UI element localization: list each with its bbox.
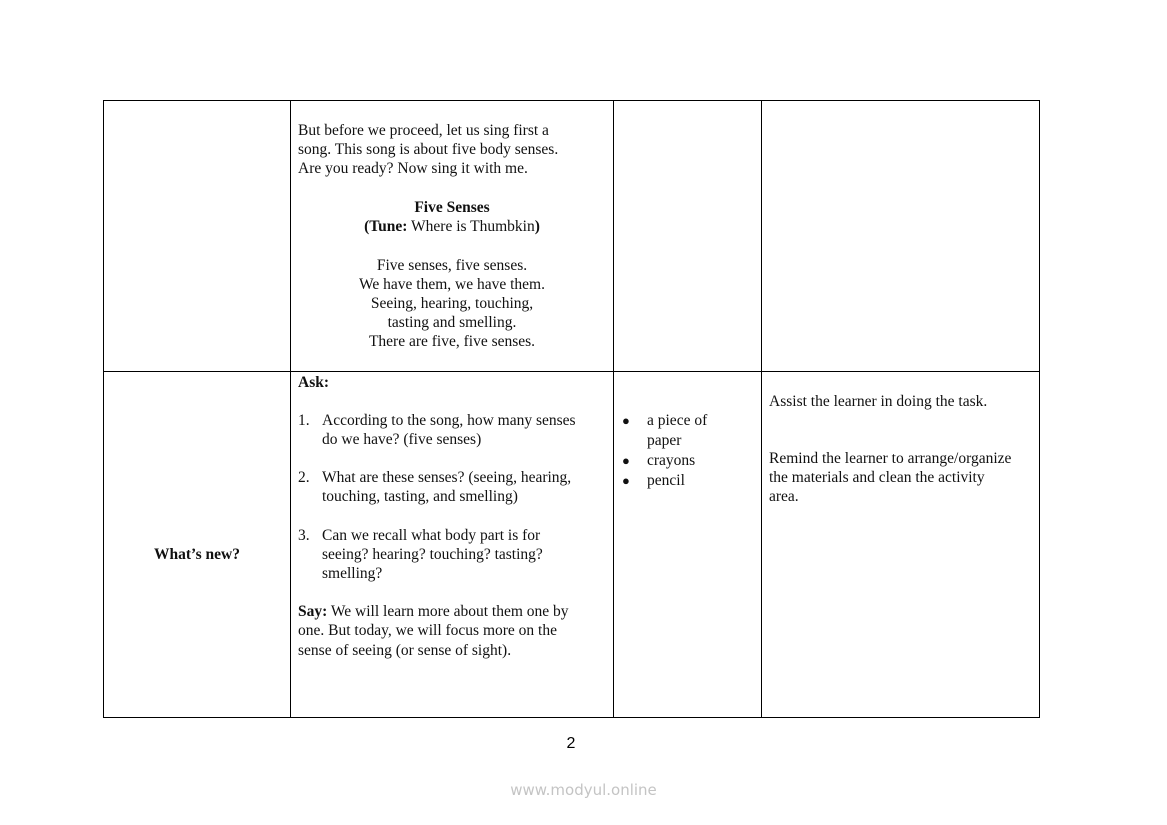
question-line: touching, tasting, and smelling)	[322, 488, 518, 505]
lyric-line: Five senses, five senses.	[376, 257, 528, 274]
row1-col4	[761, 100, 1040, 372]
song-tune	[291, 217, 613, 236]
say-text: We will learn more about them one by	[327, 603, 569, 620]
say-line	[298, 602, 569, 621]
lyric-line: Seeing, hearing, touching,	[370, 295, 534, 312]
bullet-icon: ●	[622, 453, 630, 468]
say-line: sense of seeing (or sense of sight).	[298, 642, 512, 659]
note-line: the materials and clean the activity	[769, 469, 985, 486]
row2-col4	[761, 371, 1040, 718]
bullet-icon: ●	[622, 413, 630, 428]
note-line: Assist the learner in doing the task.	[769, 393, 988, 410]
question-line: What are these senses? (seeing, hearing,	[322, 469, 572, 486]
song-title-text: Five Senses	[414, 199, 490, 216]
question-line: do we have? (five senses)	[322, 431, 482, 448]
intro-line: But before we proceed, let us sing first a	[298, 122, 549, 139]
lyric-line: tasting and smelling.	[387, 314, 517, 331]
page-number: 2	[566, 735, 576, 752]
intro-line: Are you ready? Now sing it with me.	[298, 160, 528, 177]
row1-col1	[103, 100, 291, 372]
question-line: smelling?	[322, 565, 383, 582]
question-number: 2.	[298, 469, 310, 486]
material-item: paper	[647, 432, 682, 449]
say-label: Say:	[298, 603, 328, 620]
lyric-line: There are five, five senses.	[368, 333, 536, 350]
material-item: a piece of	[647, 412, 708, 429]
bullet-icon: ●	[622, 473, 630, 488]
ask-label-text: Ask:	[298, 374, 330, 391]
question-number: 3.	[298, 527, 310, 544]
question-line: According to the song, how many senses	[322, 412, 576, 429]
song-title	[291, 198, 613, 217]
lyric-line: We have them, we have them.	[359, 276, 545, 293]
material-item: pencil	[647, 472, 685, 489]
tune-name: Where is Thumbkin	[407, 218, 535, 235]
note-line: area.	[769, 488, 799, 505]
section-label-text: What’s new?	[154, 546, 240, 563]
section-label	[104, 545, 290, 564]
note-line: Remind the learner to arrange/organize	[769, 450, 1012, 467]
question-line: Can we recall what body part is for	[322, 527, 541, 544]
material-item: crayons	[647, 452, 696, 469]
tune-label: (Tune:	[364, 218, 408, 235]
ask-label	[298, 373, 329, 392]
row1-col3	[613, 100, 762, 372]
question-line: seeing? hearing? touching? tasting?	[322, 546, 543, 563]
question-number: 1.	[298, 412, 310, 429]
say-line: one. But today, we will focus more on the	[298, 622, 557, 639]
watermark: www.modyul.online	[510, 781, 657, 799]
intro-line: song. This song is about five body senses.	[298, 141, 559, 158]
tune-close: )	[534, 218, 540, 235]
